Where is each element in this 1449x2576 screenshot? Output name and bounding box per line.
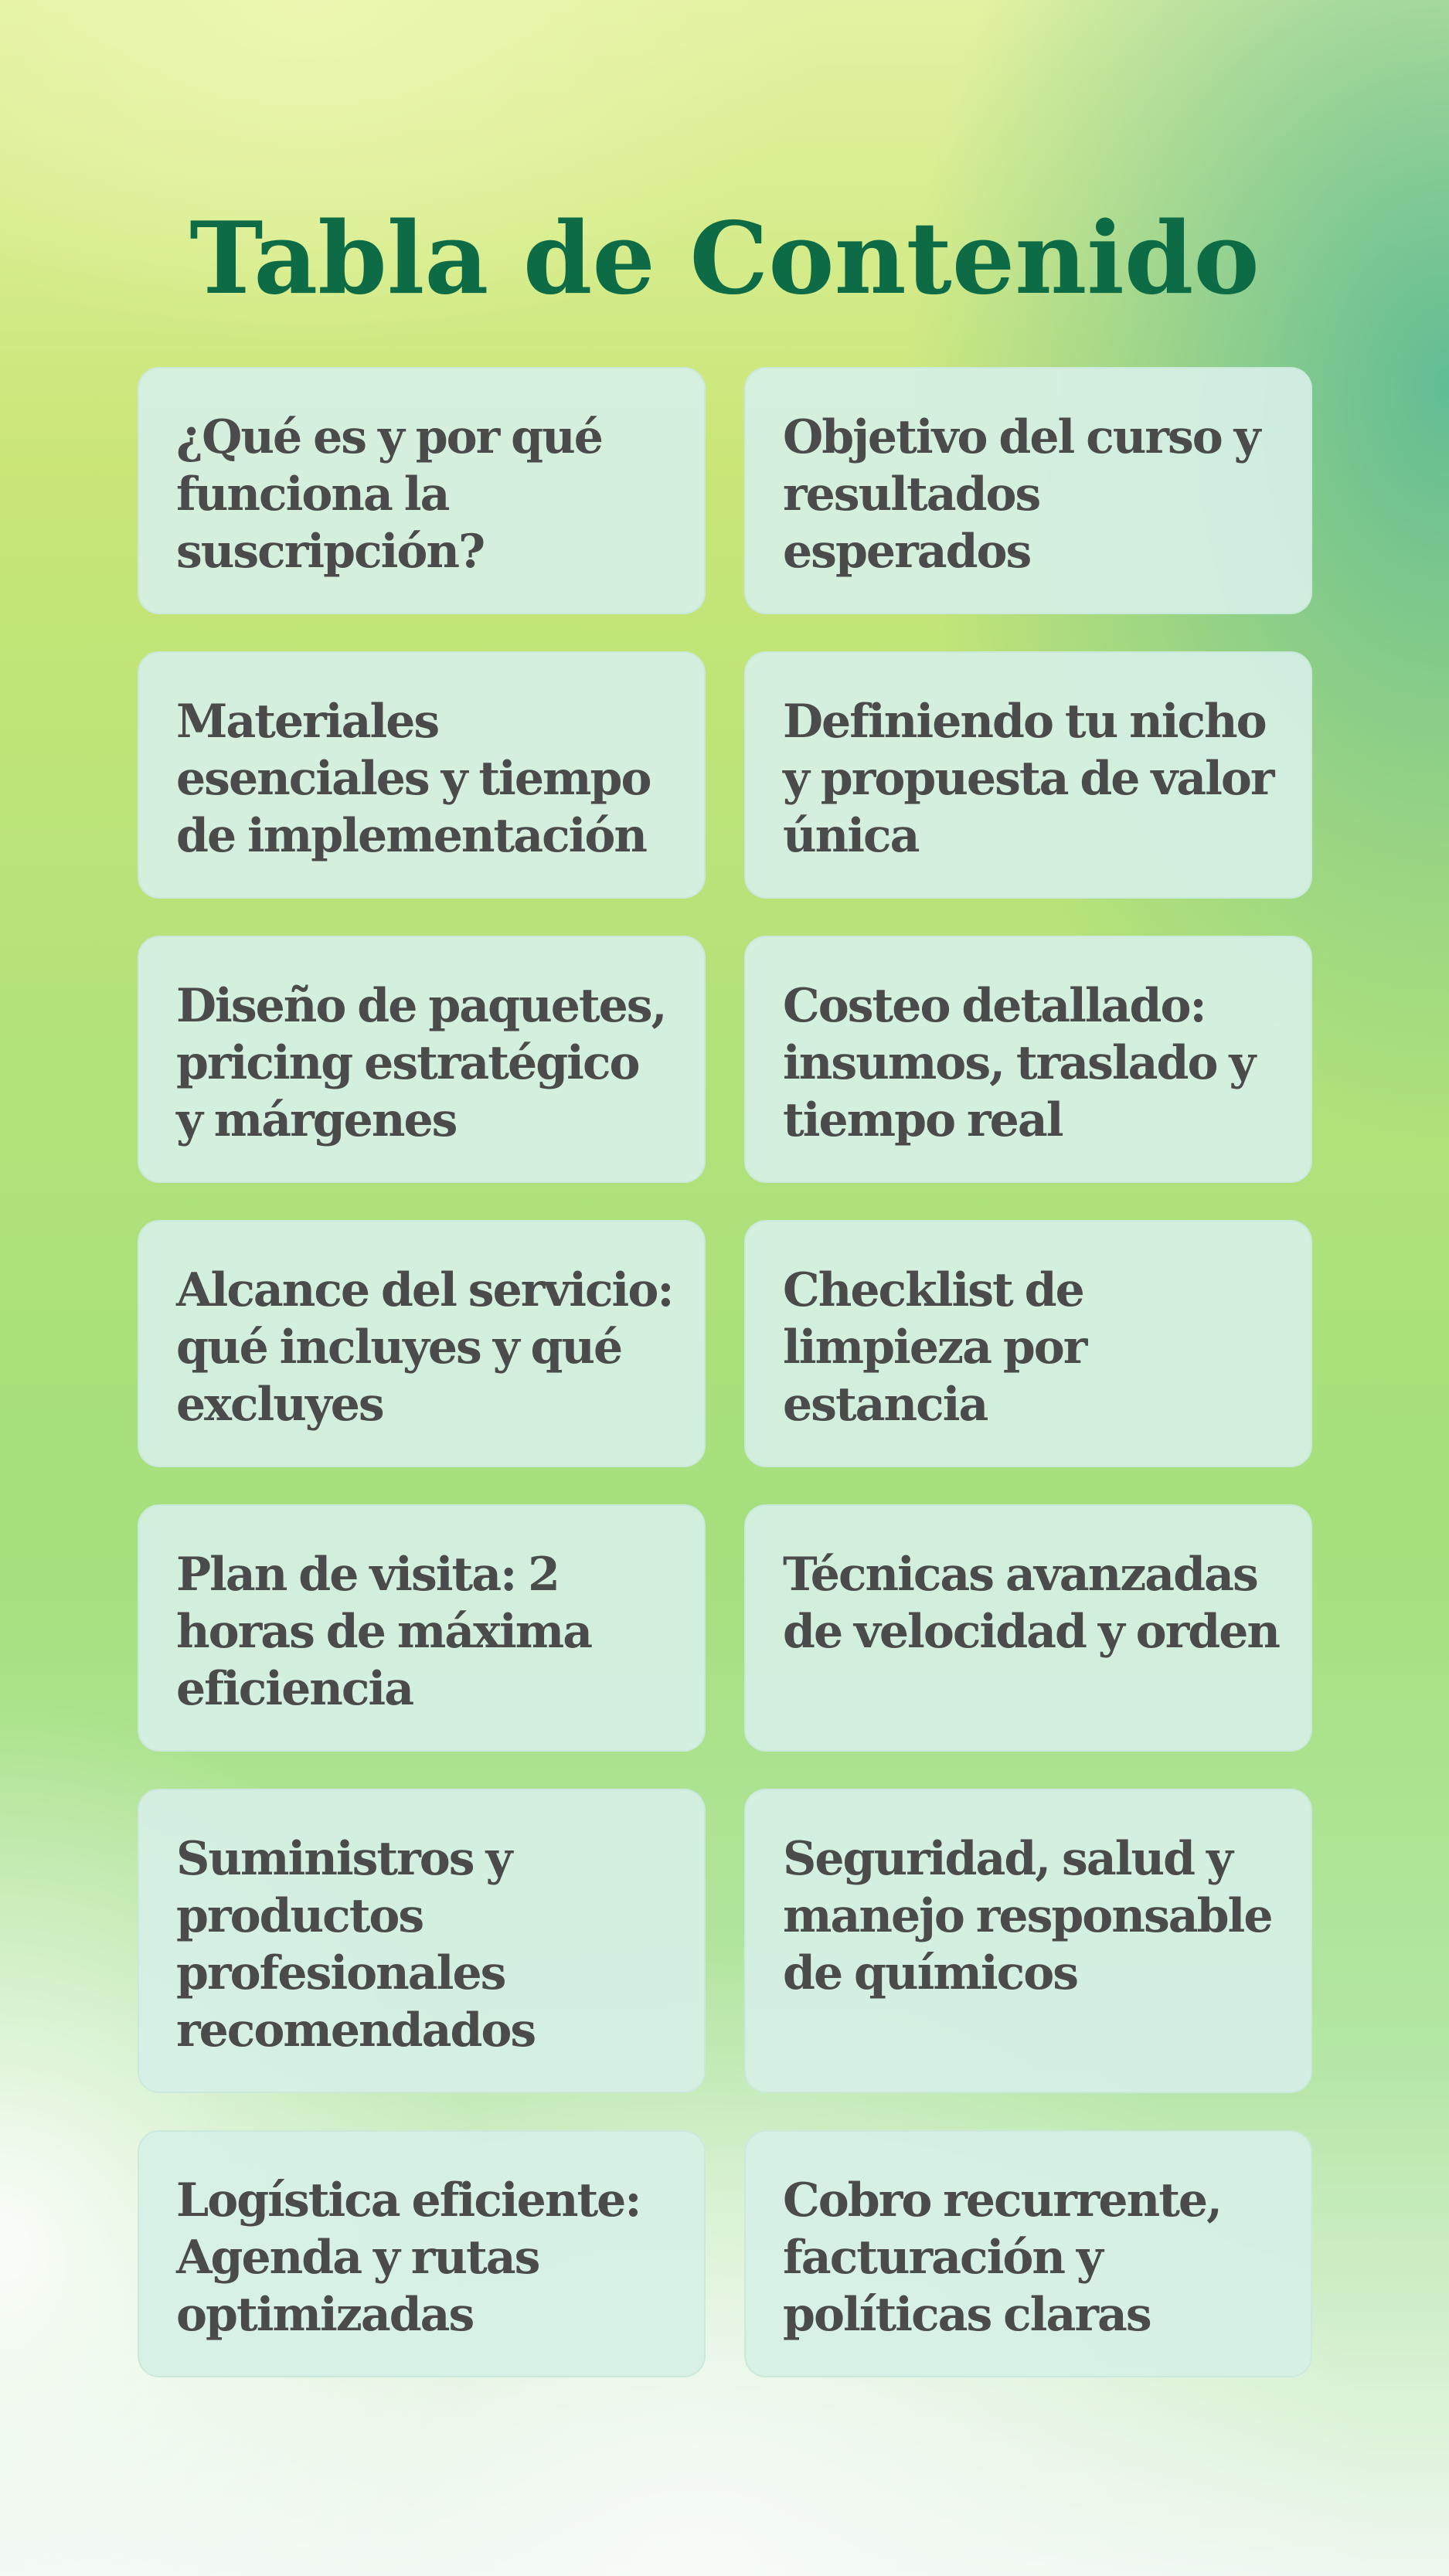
toc-card [744,1789,1312,2093]
toc-card [744,936,1312,1183]
toc-card [138,936,706,1183]
toc-card [138,1789,706,2093]
toc-card-text: Técnicas avanzadas de velocidad y orden [783,1548,1279,1659]
toc-card-text: Objetivo del curso y resultados esperados [783,410,1260,579]
toc-card-text: Suministros y productos profesionales recomendados [176,1832,536,2058]
table-of-contents-grid [138,367,1312,2377]
toc-card [744,2130,1312,2377]
toc-card-text: Costeo detallado: insumos, traslado y tiempo real [783,979,1255,1147]
toc-card [138,1220,706,1467]
toc-card-text: Alcance del servicio: qué incluyes y qué excluyes [176,1263,673,1432]
toc-card-text: Definiendo tu nicho y propuesta de valor única [783,695,1274,863]
page-title: Tabla de Contenido [189,201,1260,317]
toc-card-text: Seguridad, salud y manejo responsable de químicos [783,1832,1272,2000]
toc-card [744,1220,1312,1467]
toc-card-text: Cobro recurrente, facturación y políticas claras [783,2173,1221,2342]
toc-card-text: Checklist de limpieza por estancia [783,1263,1087,1432]
toc-card-text: Plan de visita: 2 horas de máxima eficiencia [176,1548,592,1716]
toc-card [744,1504,1312,1752]
toc-card-text: Diseño de paquetes, pricing estratégico y márgenes [176,979,666,1147]
toc-card [744,651,1312,899]
toc-card-text: ¿Qué es y por qué funciona la suscripción? [176,410,602,579]
toc-card [138,1504,706,1752]
toc-card [138,367,706,614]
toc-card-text: Logística eficiente: Agenda y rutas optimizadas [176,2173,641,2342]
toc-card-text: Materiales esenciales y tiempo de implementación [176,695,651,863]
toc-card [744,367,1312,614]
toc-card [138,2130,706,2377]
toc-card [138,651,706,899]
